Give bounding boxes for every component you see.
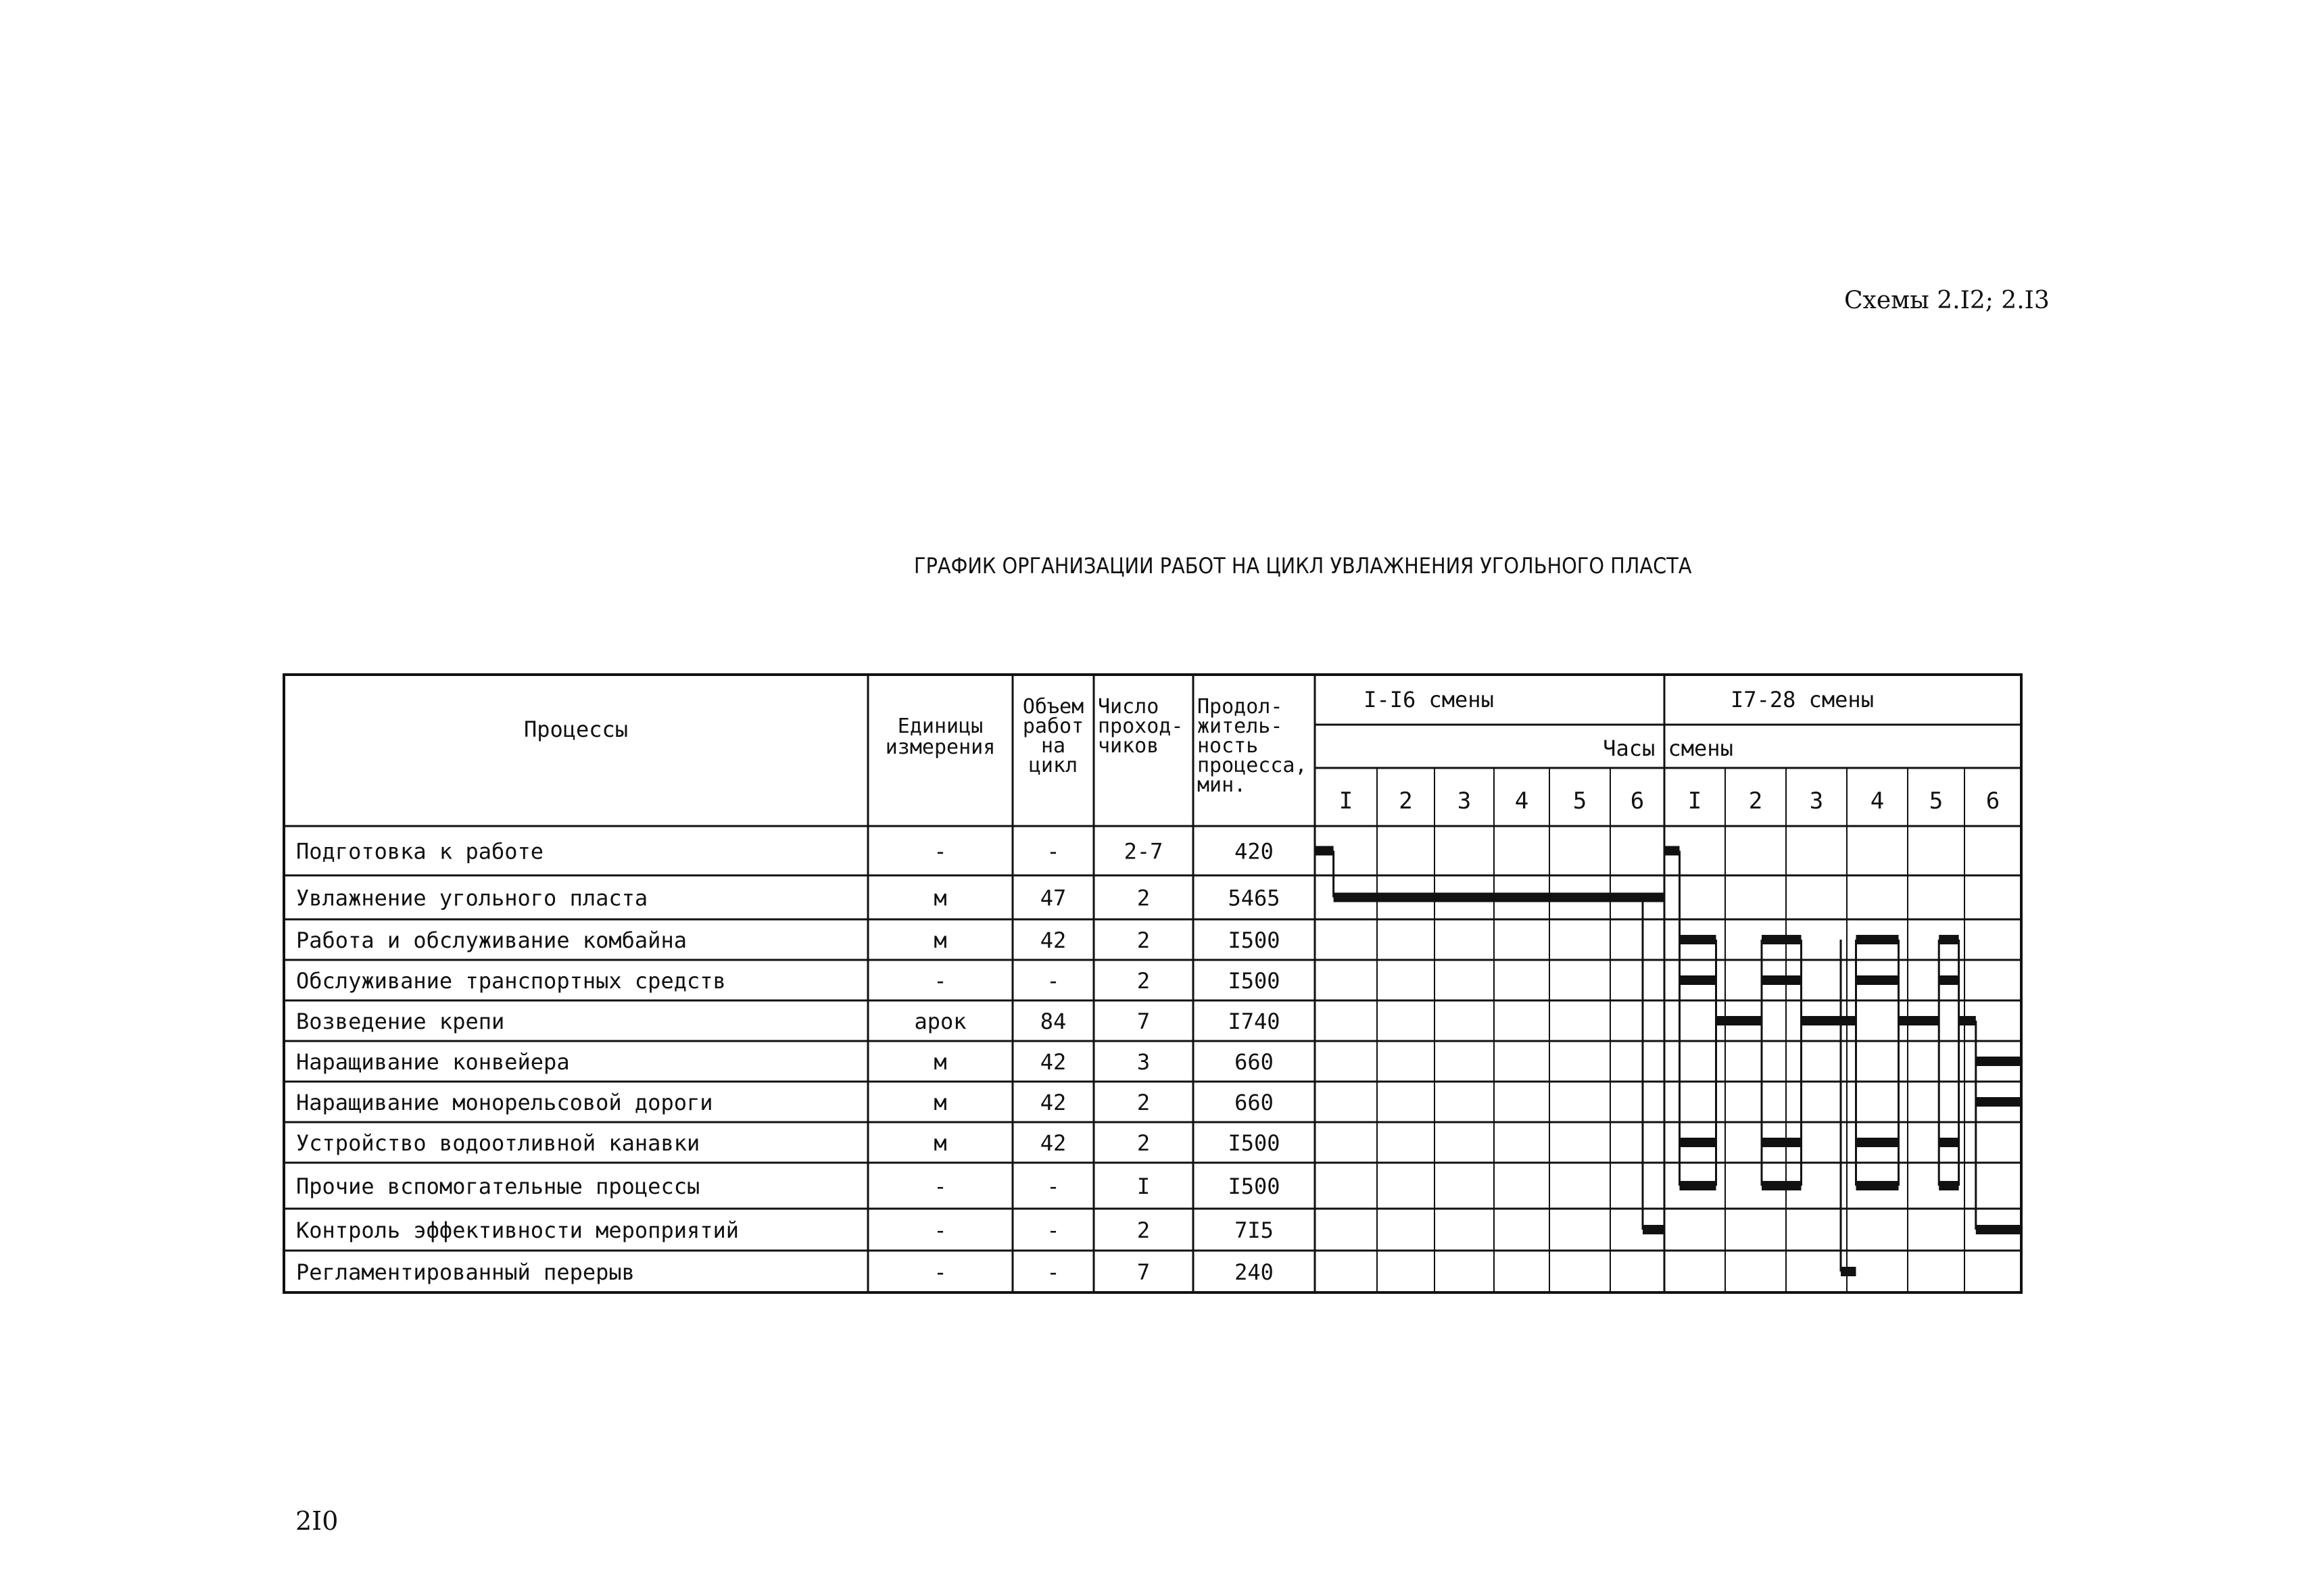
cell-workers: I [1136, 1174, 1151, 1199]
header-hour-6: 6 [1630, 788, 1645, 815]
cell-unit: м [934, 1090, 947, 1115]
gantt-bar [1762, 1138, 1802, 1147]
cell-volume: 42 [1040, 1130, 1067, 1156]
cell-duration: 660 [1234, 1049, 1274, 1075]
gantt-bar [1762, 975, 1802, 985]
header-units: Единицы [897, 715, 984, 738]
gantt-bar [1315, 846, 1334, 856]
cell-process: Контроль эффективности мероприятий [296, 1217, 740, 1243]
cell-workers: 3 [1136, 1049, 1151, 1075]
cell-workers: 2 [1136, 1090, 1151, 1115]
header-workers: чиков [1098, 734, 1159, 758]
cell-unit: - [934, 1259, 947, 1285]
cell-process: Наращивание конвейера [296, 1049, 570, 1075]
cell-unit: - [934, 1174, 947, 1199]
gantt-bar [1939, 1138, 1958, 1147]
cell-process: Работа и обслуживание комбайна [296, 927, 687, 953]
cell-duration: I500 [1228, 1130, 1280, 1156]
gantt-bar [1841, 1267, 1856, 1276]
header-hour-5: 5 [1572, 788, 1587, 815]
header-workers: Число [1098, 695, 1159, 719]
cell-volume: 47 [1040, 885, 1067, 911]
header-duration: житель- [1197, 715, 1283, 738]
gantt-bar [1939, 935, 1958, 944]
gantt-bar [1802, 1016, 1856, 1025]
cell-workers: 2 [1136, 1217, 1151, 1243]
gantt-bar [1762, 935, 1802, 944]
cell-volume: 42 [1040, 1090, 1067, 1115]
gantt-bar [1856, 935, 1899, 944]
header-units: измерения [885, 735, 996, 759]
cell-unit: арок [914, 1009, 967, 1034]
cell-duration: 7I5 [1234, 1217, 1274, 1243]
cell-workers: 2 [1136, 927, 1151, 953]
header-hour-9: 3 [1809, 788, 1824, 815]
header-hour-11: 5 [1929, 788, 1944, 815]
header-duration: процесса, [1197, 754, 1307, 777]
cell-unit: - [934, 968, 947, 994]
gantt-bar [1939, 1181, 1958, 1190]
cell-unit: - [934, 1217, 947, 1243]
cell-unit: м [934, 927, 947, 953]
cell-workers: 7 [1136, 1259, 1151, 1285]
cell-duration: 660 [1234, 1090, 1274, 1115]
header-hours-caption: Часы смены [1603, 735, 1733, 761]
gantt-bar [1762, 1181, 1802, 1190]
gantt-bar [1939, 975, 1958, 985]
cell-workers: 2 [1136, 1130, 1151, 1156]
header-hour-10: 4 [1870, 788, 1885, 815]
cell-workers: 7 [1136, 1009, 1151, 1034]
header-duration: мин. [1197, 773, 1247, 797]
cell-process: Устройство водоотливной канавки [296, 1130, 700, 1156]
cell-duration: 5465 [1228, 885, 1280, 911]
header-duration: Продол- [1197, 695, 1283, 719]
cell-process: Обслуживание транспортных средств [296, 968, 726, 994]
cell-unit: - [934, 838, 947, 865]
cell-volume: - [1046, 1259, 1060, 1285]
document-title: ГРАФИК ОРГАНИЗАЦИИ РАБОТ НА ЦИКЛ УВЛАЖНЕНИЯ УГОЛЬНОГО ПЛАСТА [914, 553, 1692, 579]
cell-workers: 2 [1136, 885, 1151, 911]
gantt-bar [1976, 1097, 2021, 1107]
cell-process: Возведение крепи [296, 1009, 505, 1034]
header-hour-2: 2 [1399, 788, 1413, 815]
gantt-bar [1334, 893, 1664, 902]
header-hour-4: 4 [1514, 788, 1529, 815]
header-workers: проход- [1098, 715, 1184, 738]
cell-volume: 84 [1040, 1009, 1067, 1034]
cell-duration: 420 [1234, 838, 1274, 865]
gantt-bar [1716, 1016, 1762, 1025]
gantt-bar [1680, 1138, 1716, 1147]
cell-volume: - [1046, 968, 1060, 994]
header-volume: цикл [1028, 754, 1078, 777]
header-process: Процессы [523, 717, 629, 742]
cell-process: Увлажнение угольного пласта [296, 885, 648, 911]
header-volume: работ [1022, 715, 1084, 738]
gantt-bar [1976, 1225, 2021, 1234]
table-header [524, 687, 2000, 815]
gantt-bar [1959, 1016, 1976, 1025]
cell-process: Прочие вспомогательные процессы [296, 1174, 700, 1199]
cell-process: Регламентированный перерыв [296, 1259, 635, 1285]
cell-volume: - [1046, 1217, 1060, 1243]
gantt-bar [1643, 1225, 1664, 1234]
cell-volume: 42 [1040, 927, 1067, 953]
header-hour-1: I [1338, 788, 1353, 815]
gantt-bar [1976, 1057, 2021, 1066]
cell-unit: м [934, 1130, 947, 1156]
scheme-reference: Схемы 2.I2; 2.I3 [1844, 287, 2050, 314]
gantt-bar [1856, 1181, 1899, 1190]
cell-duration: I740 [1228, 1009, 1280, 1034]
page-number: 2I0 [295, 1506, 339, 1536]
cell-duration: I500 [1228, 968, 1280, 994]
table-body [296, 839, 1280, 1286]
gantt-bar [1856, 1138, 1899, 1147]
header-volume: Объем [1022, 695, 1084, 719]
cell-volume: - [1046, 1174, 1060, 1199]
cell-volume: 42 [1040, 1049, 1067, 1075]
gantt-bar [1680, 975, 1716, 985]
header-hour-8: 2 [1748, 788, 1763, 815]
cell-process: Наращивание монорельсовой дороги [296, 1090, 713, 1115]
cell-workers: 2-7 [1124, 838, 1163, 865]
cell-workers: 2 [1136, 968, 1151, 994]
cell-process: Подготовка к работе [296, 838, 544, 865]
header-hour-3: 3 [1457, 788, 1472, 815]
gantt-bar [1664, 846, 1680, 856]
header-shift-group-2: I7-28 смены [1731, 687, 1874, 712]
header-shift-group-1: I-I6 смены [1364, 687, 1494, 712]
header-hour-12: 6 [1985, 788, 2000, 815]
gantt-bar [1899, 1016, 1939, 1025]
header-duration: ность [1197, 734, 1259, 758]
header-hour-7: I [1687, 788, 1702, 815]
cell-unit: м [934, 1049, 947, 1075]
gantt-bar [1856, 975, 1899, 985]
cell-unit: м [934, 885, 947, 911]
header-volume: на [1040, 734, 1066, 758]
cell-duration: 240 [1234, 1259, 1274, 1285]
cell-volume: - [1046, 838, 1060, 865]
cell-duration: I500 [1228, 1174, 1280, 1199]
gantt-bar [1680, 935, 1716, 944]
gantt-bars [1315, 846, 2021, 1277]
gantt-bar [1680, 1181, 1716, 1190]
cell-duration: I500 [1228, 927, 1280, 953]
